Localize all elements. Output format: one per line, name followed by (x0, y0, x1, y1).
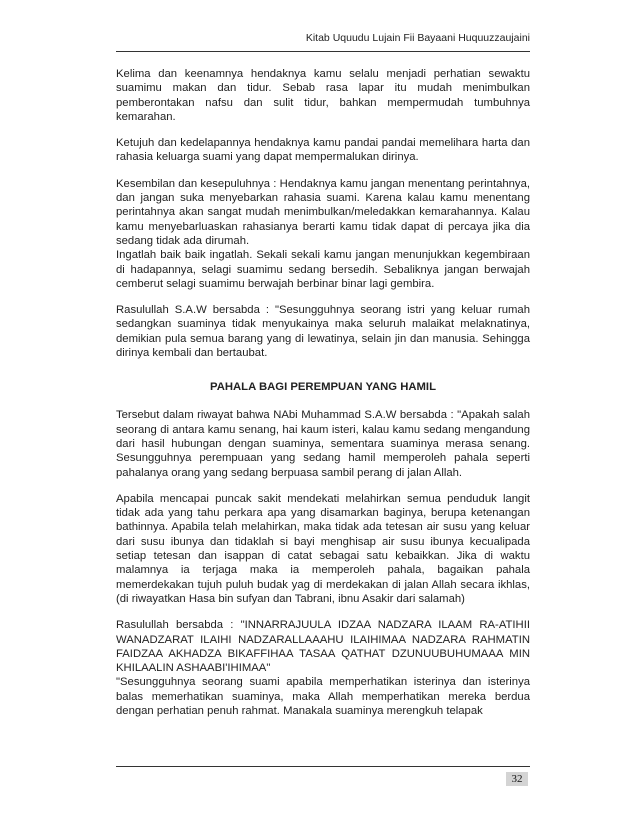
paragraph: Rasulullah bersabda : "INNARRAJUULA IDZAA NADZARA ILAAM RA-ATIHII WANADZARAT ILAIHI NADZARALLAAAHU ILAIHIMAA NADZARA RAHMATIN FAIDZAA AKHADZA BIKAFFIHAA TASAA QATHAT DZUNUUBUHUMAAA MIN KHILAALIN ASHAABI'IHIMAA" (116, 619, 530, 675)
paragraph: Ingatlah baik baik ingatlah. Sekali sekali kamu jangan menunjukkan kegembiraan di hadapannya, selagi suamimu sedang bersedih. Sebaliknya jangan berwajah cemberut selagi suamimu berwajah berbinar binar lagi gembira. (116, 249, 530, 290)
paragraph: "Sesungguhnya seorang suami apabila memperhatikan isterinya dan isterinya balas memerhatikan suaminya, maka Allah memperhatikan mereka berdua dengan perhatian penuh rahmat. Manakala suaminya merengkuh telapak (116, 676, 530, 717)
section-heading: PAHALA BAGI PEREMPUAN YANG HAMIL (210, 381, 436, 394)
paragraph: Kelima dan keenamnya hendaknya kamu selalu menjadi perhatian sewaktu suamimu makan dan tidur. Sebab rasa lapar itu mudah menimbulkan pemberontakan nafsu dan sulit tidur, bahkan mempermudah tumbuhnya kemarahan. (116, 68, 530, 123)
paragraph: Tersebut dalam riwayat bahwa NAbi Muhammad S.A.W bersabda : "Apakah salah seorang di antara kamu senang, hai kaum isteri, kalau kamu sedang mengandung dari hasil hubungan dengan suaminya, sementara suaminya merasa senang. Sesungguhnya perempuaan yang sedang hamil memperoleh pahala seperti pahalanya orang yang sedang berpuasa sambil perang di jalan Allah. (116, 409, 530, 479)
paragraph: Rasulullah S.A.W bersabda : "Sesungguhnya seorang istri yang keluar rumah sedangkan suaminya tidak menyukainya maka seluruh malaikat melaknatinya, demikian pula semua barang yang di lewatinya, selain jin dan manusia. Sehingga dirinya kembali dan bertaubat. (116, 304, 530, 360)
page-body (116, 67, 530, 730)
header-divider (116, 51, 530, 52)
paragraph: Apabila mencapai puncak sakit mendekati melahirkan semua penduduk langit tidak ada yang tahu perkara apa yang disamarkan baginya, berupa ketenangan bathinnya. Apabila telah melahirkan, maka tidak ada tetesan air susu yang keluar dari susu ibunya dan tidaklah si bayi menghisap air susu ibunya kecualipada setiap tetesan dan isappan di catat sebagai satu kebaikkan. Jika di waktu malamnya ia terjaga maka ia memperoleh pahala, bagaikan pahala memerdekakan tujuh puluh budak yag di merdekakan di jalan Allah secara ikhlas, (di riwayatkan Hasa bin sufyan dan Tabrani, ibnu Asakir dari salamah) (116, 492, 530, 605)
paragraph: Kesembilan dan kesepuluhnya : Hendaknya kamu jangan menentang perintahnya, dan jangan suka menyebarkan rahasia suami. Karena kalau kamu menentang perintahnya akan sangat mudah menimbulkan/meledakkan kemarahannya. Kalau kamu menyebarluaskan rahasianya berarti kamu tidak dapat di percaya jika dia sedang tidak ada dirumah. (116, 177, 530, 247)
page-number: 32 (506, 772, 528, 786)
footer-divider (116, 766, 530, 767)
paragraph: Ketujuh dan kedelapannya hendaknya kamu pandai pandai memelihara harta dan rahasia keluarga suami yang dapat mempermalukan dirinya. (116, 137, 530, 164)
running-header: Kitab Uquudu Lujain Fii Bayaani Huquuzzaujaini (305, 32, 530, 44)
